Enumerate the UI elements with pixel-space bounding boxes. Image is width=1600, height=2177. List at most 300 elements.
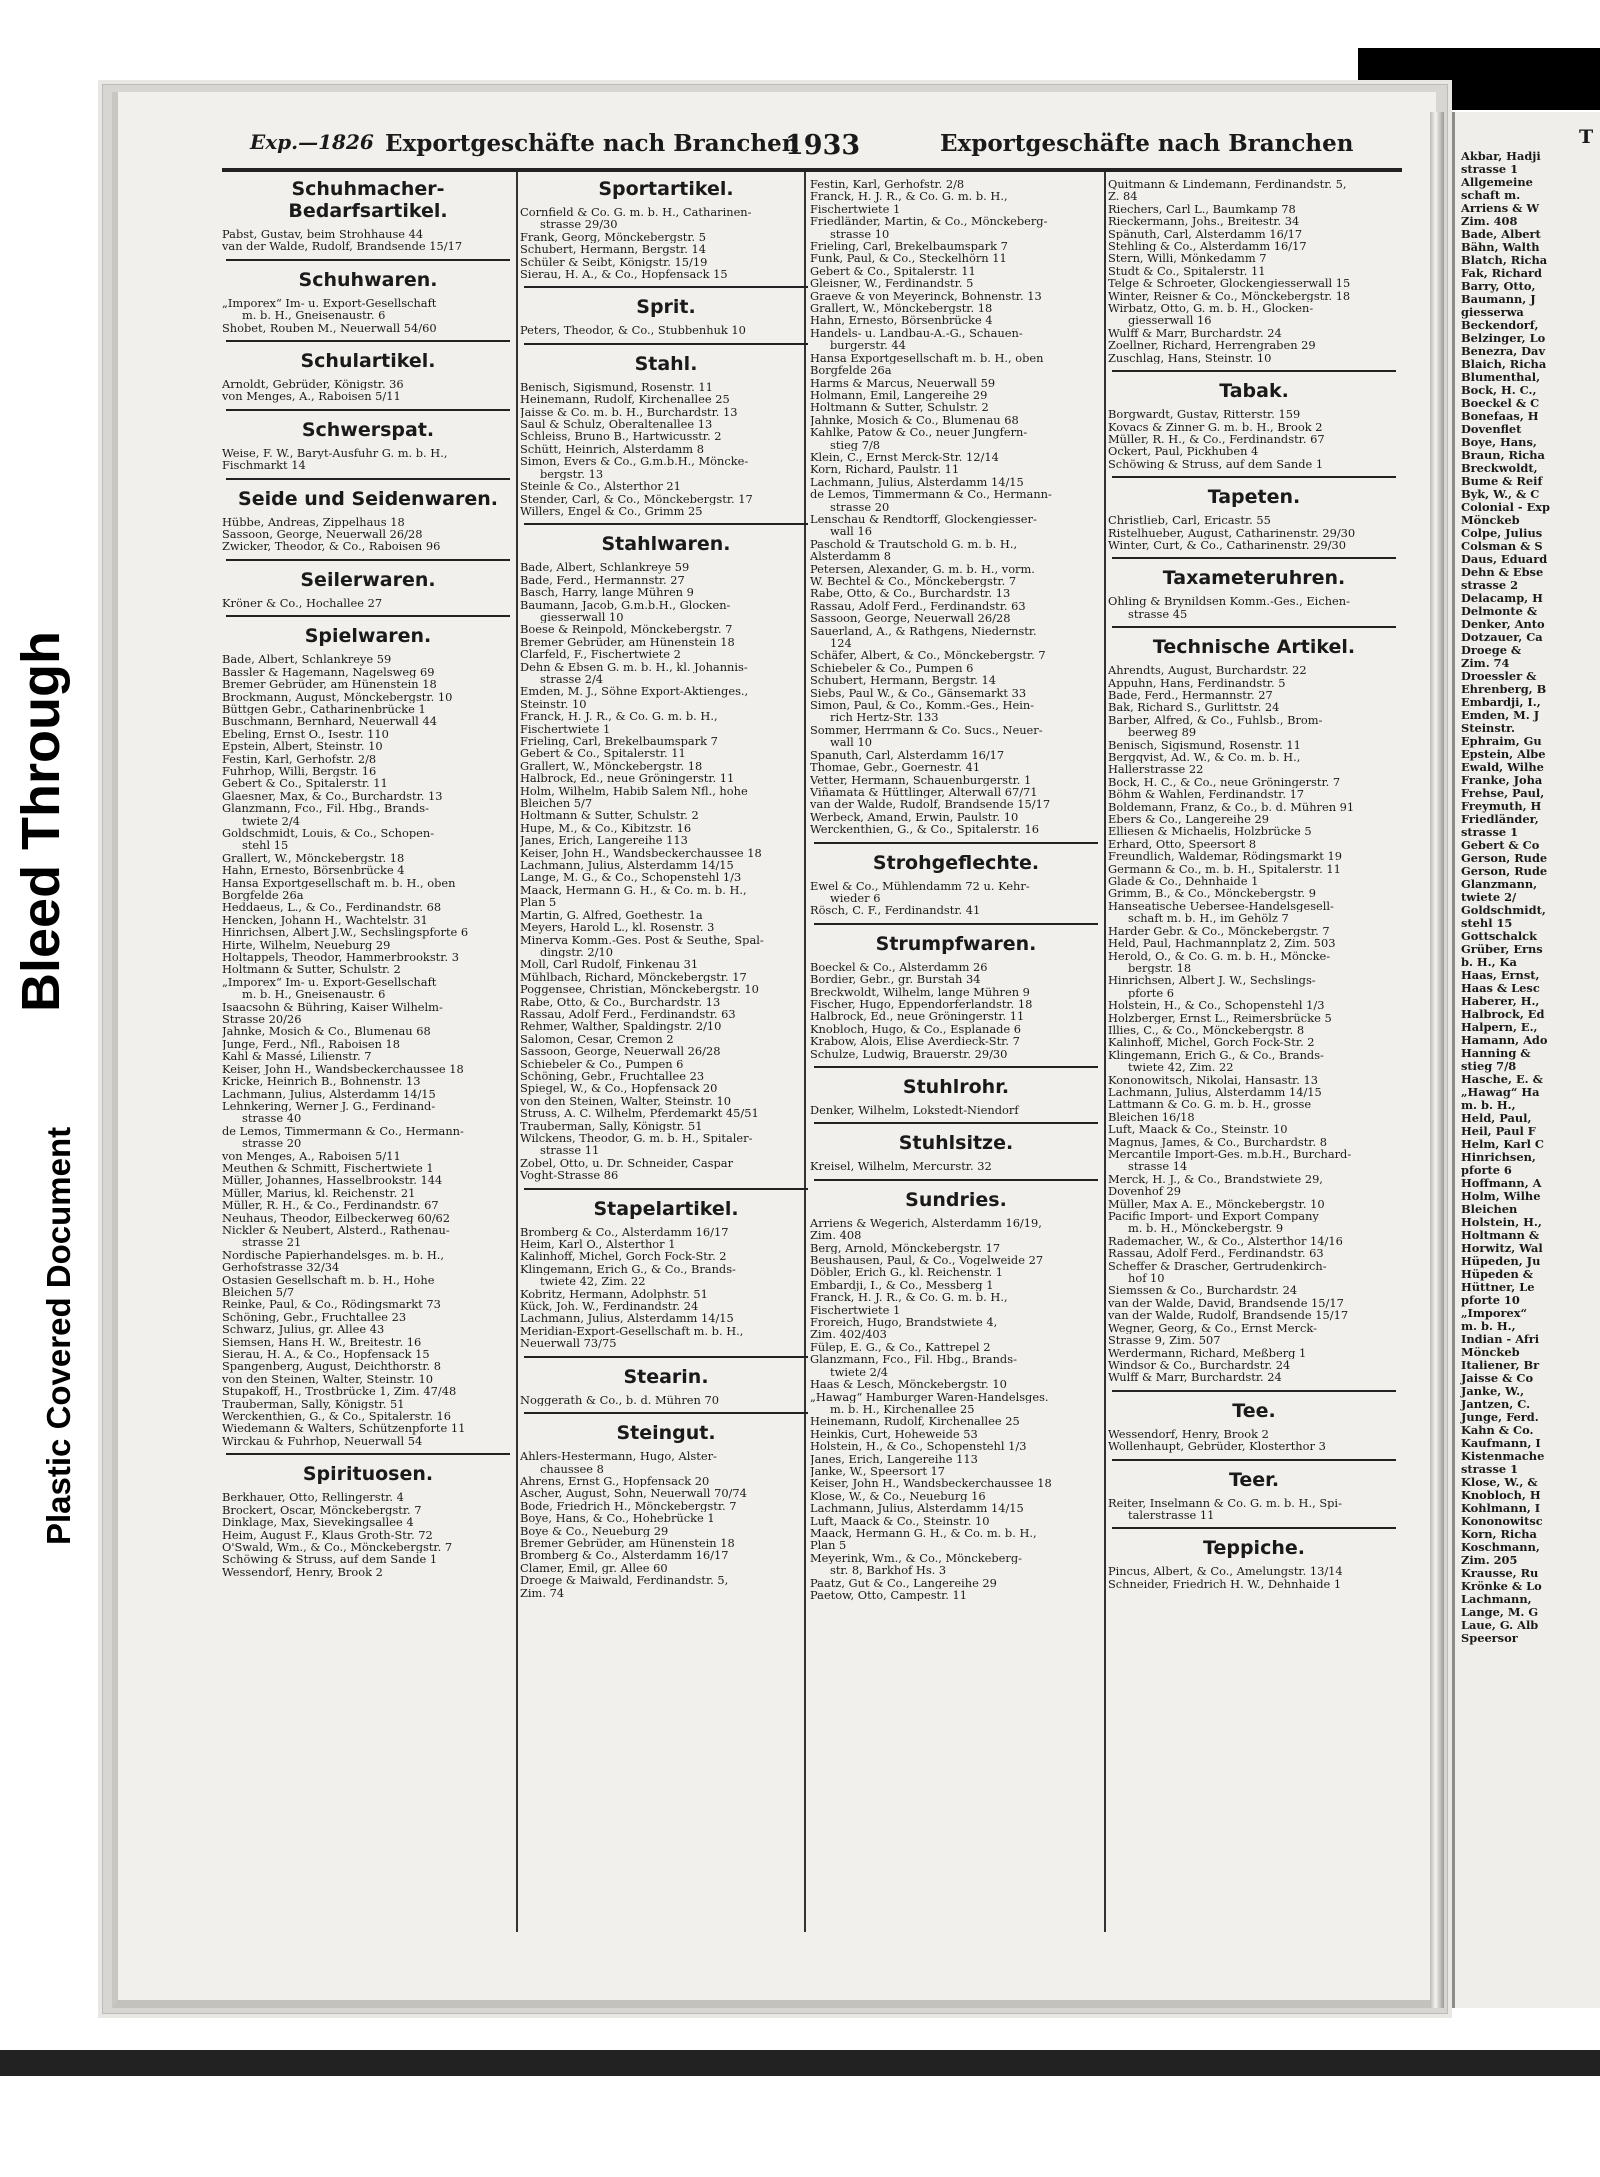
directory-entry: Bremer Gebrüder, am Hünenstein 18 xyxy=(520,635,735,649)
directory-entry: Maack, Hermann G. H., & Co. m. b. H., xyxy=(810,1526,1037,1540)
directory-entry: Klein, C., Ernst Merck-Str. 12/14 xyxy=(810,450,999,464)
directory-entry: pforte 6 xyxy=(1128,986,1174,1000)
directory-entry: Mercantile Import-Ges. m.b.H., Burchard- xyxy=(1108,1148,1352,1161)
section-rule xyxy=(1112,370,1396,372)
facing-page-line: Haas & Lesc xyxy=(1461,981,1540,995)
directory-entry: Werdermann, Richard, Meßberg 1 xyxy=(1108,1346,1307,1359)
directory-entry: Quitmann & Lindemann, Ferdinandstr. 5, xyxy=(1108,178,1347,191)
directory-entry: Dinklage, Max, Sievekingsallee 4 xyxy=(222,1516,414,1529)
directory-entry: van der Walde, Rudolf, Brandsende 15/17 xyxy=(222,240,463,253)
facing-page-line: Ewald, Wilhe xyxy=(1461,760,1544,774)
directory-entry: hof 10 xyxy=(1128,1272,1165,1285)
directory-entry: Winter, Curt, & Co., Catharinenstr. 29/30 xyxy=(1108,538,1346,552)
directory-entry: Glanzmann, Fco., Fil. Hbg., Brands- xyxy=(222,802,429,815)
directory-entry: Magnus, James, & Co., Burchardstr. 8 xyxy=(1108,1135,1327,1148)
directory-entry: Kalinhoff, Michel, Gorch Fock-Str. 2 xyxy=(1108,1036,1315,1049)
category-heading: Stearin. xyxy=(623,1365,709,1388)
directory-entry: Schulze, Ludwig, Brauerstr. 29/30 xyxy=(810,1047,1008,1060)
directory-entry: Holtappels, Theodor, Hammerbrookstr. 3 xyxy=(222,951,459,964)
directory-entry: Lange, M. G., & Co., Schopenstehl 1/3 xyxy=(520,871,742,884)
directory-entry: Kovacs & Zinner G. m. b. H., Brook 2 xyxy=(1108,420,1323,433)
directory-entry: twiete 42, Zim. 22 xyxy=(540,1275,646,1288)
directory-entry: Kreisel, Wilhelm, Mercurstr. 32 xyxy=(810,1160,992,1173)
directory-entry: Mühlbach, Richard, Mönckebergstr. 17 xyxy=(520,970,747,984)
directory-entry: Ascher, August, Sohn, Neuerwall 70/74 xyxy=(520,1487,747,1500)
directory-entry: Harder Gebr. & Co., Mönckebergstr. 7 xyxy=(1108,924,1330,938)
directory-entry: Ohling & Brynildsen Komm.-Ges., Eichen- xyxy=(1108,595,1350,608)
directory-entry: Luft, Maack & Co., Steinstr. 10 xyxy=(1108,1123,1288,1136)
directory-entry: stieg 7/8 xyxy=(830,438,881,451)
facing-page-line: Speersor xyxy=(1461,1631,1518,1645)
directory-entry: Borgfelde 26a xyxy=(810,364,892,377)
directory-entry: Jaisse & Co. m. b. H., Burchardstr. 13 xyxy=(520,405,738,419)
facing-page-line: Mönckeb xyxy=(1461,1345,1520,1359)
directory-entry: Dovenhof 29 xyxy=(1108,1185,1182,1198)
facing-page-line: Barry, Otto, xyxy=(1461,279,1536,293)
directory-entry: Wirbatz, Otto, G. m. b. H., Glocken- xyxy=(1108,302,1314,315)
directory-entry: Hinrichsen, Albert J. W., Sechslings- xyxy=(1108,974,1316,987)
directory-entry: Müller, Johannes, Hasselbrookstr. 144 xyxy=(222,1174,443,1187)
directory-entry: m. b. H., Gneisenaustr. 6 xyxy=(242,988,386,1001)
facing-page-line: Epstein, Albe xyxy=(1461,747,1546,761)
directory-entry: Rassau, Adolf Ferd., Ferdinandstr. 63 xyxy=(1108,1247,1324,1260)
directory-entry: W. Bechtel & Co., Mönckebergstr. 7 xyxy=(810,575,1017,588)
facing-page-line: Holtmann & xyxy=(1461,1228,1540,1242)
section-rule xyxy=(814,1066,1098,1068)
facing-page-line: Blatch, Richa xyxy=(1461,253,1548,267)
facing-page-line: Gerson, Rude xyxy=(1461,851,1548,865)
directory-entry: Spänuth, Carl, Alsterdamm 16/17 xyxy=(1108,227,1303,241)
category-heading: Steingut. xyxy=(616,1422,716,1445)
directory-entry: Wessendorf, Henry, Brook 2 xyxy=(1108,1427,1269,1441)
directory-entry: Freundlich, Waldemar, Rödingsmarkt 19 xyxy=(1108,850,1342,863)
directory-entry: van der Walde, Rudolf, Brandsende 15/17 xyxy=(1108,1309,1349,1322)
facing-page-line: Kaufmann, I xyxy=(1461,1436,1541,1450)
directory-entry: bergstr. 13 xyxy=(540,467,604,481)
directory-entry: Maack, Hermann G. H., & Co. m. b. H., xyxy=(520,883,747,897)
facing-page-line: Arriens & W xyxy=(1461,201,1540,215)
directory-entry: Ahrens, Ernst G., Hopfensack 20 xyxy=(520,1474,710,1488)
directory-entry: Emden, M. J., Söhne Export-Aktienges., xyxy=(520,685,749,698)
page-header xyxy=(250,130,1410,170)
directory-entry: Heim, August F., Klaus Groth-Str. 72 xyxy=(222,1528,433,1541)
facing-page-line: Dotzauer, Ca xyxy=(1461,630,1543,644)
directory-entry: Basch, Harry, lange Mühren 9 xyxy=(520,586,694,599)
facing-page-line: Hasche, E. & xyxy=(1461,1072,1543,1086)
directory-entry: Rassau, Adolf Ferd., Ferdinandstr. 63 xyxy=(520,1007,736,1021)
directory-entry: Bromberg & Co., Alsterdamm 16/17 xyxy=(520,1225,729,1239)
directory-entry: Holmann, Emil, Langereihe 29 xyxy=(810,388,988,402)
directory-entry: Alsterdamm 8 xyxy=(810,550,892,563)
directory-entry: Fischertwiete 1 xyxy=(810,202,901,216)
facing-page-line: Knobloch, H xyxy=(1461,1488,1541,1502)
directory-entry: de Lemos, Timmermann & Co., Hermann- xyxy=(222,1124,464,1138)
facing-page-line: pforte 6 xyxy=(1461,1163,1512,1177)
facing-page-line: Bähn, Walth xyxy=(1461,240,1540,254)
directory-entry: Gebert & Co., Spitalerstr. 11 xyxy=(810,264,976,278)
directory-entry: Saul & Schulz, Oberaltenallee 13 xyxy=(520,418,713,431)
directory-entry: Siebs, Paul W., & Co., Gänsemarkt 33 xyxy=(810,686,1027,700)
directory-entry: Hahn, Ernesto, Börsenbrücke 4 xyxy=(810,314,993,327)
directory-entry: Strasse 9, Zim. 507 xyxy=(1108,1334,1221,1347)
directory-entry: Epstein, Albert, Steinstr. 10 xyxy=(222,740,383,753)
facing-page-line: Colsman & S xyxy=(1461,539,1543,553)
directory-entry: Korn, Richard, Paulstr. 11 xyxy=(810,463,960,476)
directory-entry: Glaesner, Max, & Co., Burchardstr. 13 xyxy=(222,789,443,803)
directory-entry: Voght-Strasse 86 xyxy=(520,1169,619,1182)
facing-page-line: Glanzmann, xyxy=(1461,877,1538,891)
directory-entry: Holstein, H., & Co., Schopenstehl 1/3 xyxy=(1108,999,1325,1012)
directory-entry: Kück, Joh. W., Ferdinandstr. 24 xyxy=(520,1300,699,1313)
directory-entry: Sassoon, George, Neuerwall 26/28 xyxy=(810,612,1011,625)
directory-entry: wall 10 xyxy=(830,736,872,749)
facing-page-line: Jantzen, C. xyxy=(1461,1397,1531,1411)
section-rule xyxy=(1112,1390,1396,1392)
directory-entry: Rehmer, Walther, Spaldingstr. 2/10 xyxy=(520,1020,722,1033)
facing-page-line: Italiener, Br xyxy=(1461,1358,1540,1372)
facing-page-line: Colpe, Julius xyxy=(1461,526,1543,540)
directory-entry: Kalinhoff, Michel, Gorch Fock-Str. 2 xyxy=(520,1250,727,1263)
directory-entry: Elliesen & Michaelis, Holzbrücke 5 xyxy=(1108,825,1312,838)
section-rule xyxy=(814,1179,1098,1181)
facing-page-line: Kohlmann, I xyxy=(1461,1501,1541,1515)
category-heading: Sundries. xyxy=(905,1188,1007,1211)
section-rule xyxy=(1112,626,1396,628)
facing-page-line: Friedländer, xyxy=(1461,812,1539,826)
section-rule xyxy=(226,409,510,411)
directory-entry: Festin, Karl, Gerhofstr. 2/8 xyxy=(810,178,965,191)
directory-entry: Schöwing & Struss, auf dem Sande 1 xyxy=(222,1553,438,1566)
facing-page-line: Kononowitsc xyxy=(1461,1514,1543,1528)
facing-page-line: Janke, W., xyxy=(1461,1384,1525,1398)
directory-entry: Lachmann, Julius, Alsterdamm 14/15 xyxy=(810,475,1024,489)
category-heading: Spielwaren. xyxy=(304,625,432,648)
directory-entry: Wilckens, Theodor, G. m. b. H., Spitaler- xyxy=(520,1132,753,1145)
directory-entry: Noggerath & Co., b. d. Mühren 70 xyxy=(520,1393,719,1407)
directory-entry: Rassau, Adolf Ferd., Ferdinandstr. 63 xyxy=(810,599,1026,613)
directory-entry: Hinrichsen, Albert J.W., Sechslingspforte 6 xyxy=(222,926,469,939)
facing-page-line: Halbrock, Ed xyxy=(1461,1007,1545,1021)
directory-entry: Meuthen & Schmitt, Fischertwiete 1 xyxy=(222,1161,434,1175)
directory-entry: Clamer, Emil, gr. Allee 60 xyxy=(520,1561,668,1575)
directory-entry: Jahnke, Mosich & Co., Blumenau 68 xyxy=(222,1025,431,1038)
directory-entry: Festin, Karl, Gerhofstr. 2/8 xyxy=(222,752,377,765)
directory-entry: burgerstr. 44 xyxy=(830,339,906,352)
directory-entry: str. 8, Barkhof Hs. 3 xyxy=(830,1564,947,1577)
section-rule xyxy=(814,842,1098,844)
facing-page-line: Droessler & xyxy=(1461,669,1537,683)
directory-entry: Gleisner, W., Ferdinandstr. 5 xyxy=(810,277,974,290)
directory-entry: Herold, O., & Co. G. m. b. H., Möncke- xyxy=(1108,949,1331,962)
directory-entry: Brockert, Oscar, Mönckebergstr. 7 xyxy=(222,1503,422,1517)
directory-entry: Arriens & Wegerich, Alsterdamm 16/19, xyxy=(810,1216,1042,1230)
directory-column-4 xyxy=(1108,178,1400,1590)
directory-entry: Bremer Gebrüder, am Hünenstein 18 xyxy=(222,678,437,691)
facing-page-line: Mönckeb xyxy=(1461,513,1520,527)
directory-entry: strasse 40 xyxy=(242,1112,302,1125)
facing-page-line: stehl 15 xyxy=(1461,916,1513,930)
facing-page-line: Halpern, E., xyxy=(1461,1020,1538,1034)
directory-entry: Werckenthien, G., & Co., Spitalerstr. 16 xyxy=(222,1410,452,1423)
directory-entry: Kricke, Heinrich B., Bohnenstr. 13 xyxy=(222,1075,421,1088)
directory-entry: de Lemos, Timmermann & Co., Hermann- xyxy=(810,488,1052,501)
facing-page-line: Korn, Richa xyxy=(1461,1527,1537,1541)
directory-entry: Thomae, Gebr., Goernestr. 41 xyxy=(810,761,981,774)
directory-entry: van der Walde, David, Brandsende 15/17 xyxy=(1108,1296,1344,1310)
directory-entry: Lachmann, Julius, Alsterdamm 14/15 xyxy=(222,1087,436,1100)
directory-entry: O'Swald, Wm., & Co., Mönckebergstr. 7 xyxy=(222,1540,453,1554)
directory-entry: Glanzmann, Fco., Fil. Hbg., Brands- xyxy=(810,1353,1017,1366)
directory-entry: Meridian-Export-Gesellschaft m. b. H., xyxy=(520,1324,744,1338)
directory-entry: Wollenhaupt, Gebrüder, Klosterthor 3 xyxy=(1108,1440,1326,1453)
facing-page-line: Kistenmache xyxy=(1461,1449,1545,1463)
directory-entry: Neuhaus, Theodor, Eilbeckerweg 60/62 xyxy=(222,1211,451,1224)
directory-entry: Heinkis, Curt, Hoheweide 53 xyxy=(810,1427,978,1441)
directory-entry: Holtmann & Sutter, Schulstr. 2 xyxy=(520,809,699,822)
directory-entry: Stender, Carl, & Co., Mönckebergstr. 17 xyxy=(520,492,753,505)
facing-page-line: Bock, H. C., xyxy=(1461,383,1537,397)
facing-page-line: Boye, Hans, xyxy=(1461,435,1537,449)
directory-column-3 xyxy=(810,178,1102,1601)
category-heading: Teppiche. xyxy=(1203,1537,1305,1560)
directory-entry: Wiedemann & Walters, Schützenpforte 11 xyxy=(222,1422,466,1435)
directory-entry: Janes, Erich, Langereihe 113 xyxy=(810,1452,978,1465)
directory-entry: Krabow, Alois, Elise Averdieck-Str. 7 xyxy=(810,1035,1020,1048)
facing-page-line: Kahn & Co. xyxy=(1461,1423,1534,1437)
directory-entry: Bleichen 16/18 xyxy=(1108,1110,1195,1124)
category-heading: Stahlwaren. xyxy=(601,533,731,556)
directory-entry: Schneider, Friedrich H. W., Dehnhaide 1 xyxy=(1108,1577,1342,1591)
directory-entry: Hübbe, Andreas, Zippelhaus 18 xyxy=(222,515,405,529)
facing-page xyxy=(1452,112,1600,2008)
directory-entry: Hanseatische Uebersee-Handelsgesell- xyxy=(1108,899,1334,913)
directory-entry: Ristelhueber, August, Catharinenstr. 29/30 xyxy=(1108,526,1356,539)
directory-entry: Rieckermann, Johs., Breitestr. 34 xyxy=(1108,215,1300,228)
facing-page-line: Bade, Albert xyxy=(1461,227,1541,241)
directory-entry: Janke, W., Speersort 17 xyxy=(810,1464,946,1478)
directory-entry: Schiebeler & Co., Pumpen 6 xyxy=(520,1057,684,1070)
directory-entry: „Hawag“ Hamburger Waren-Handelsges. xyxy=(810,1390,1049,1403)
facing-page-line: strasse 1 xyxy=(1461,1462,1519,1476)
directory-entry: Keiser, John H., Wandsbeckerchaussee 18 xyxy=(520,846,762,860)
directory-entry: Ebeling, Ernst O., Isestr. 110 xyxy=(222,727,389,741)
directory-entry: Strasse 20/26 xyxy=(222,1013,302,1026)
directory-column-1 xyxy=(222,178,514,1578)
facing-page-line: Hamann, Ado xyxy=(1461,1033,1548,1047)
directory-entry: Schubert, Hermann, Bergstr. 14 xyxy=(520,243,706,256)
section-rule xyxy=(226,478,510,480)
directory-entry: Bleichen 5/7 xyxy=(222,1286,295,1299)
directory-entry: Fülep, E. G., & Co., Kattrepel 2 xyxy=(810,1340,991,1354)
facing-page-line: Held, Paul, xyxy=(1461,1111,1532,1125)
directory-entry: Hansa Exportgesellschaft m. b. H., oben xyxy=(810,351,1044,365)
directory-entry: Jahnke, Mosich & Co., Blumenau 68 xyxy=(810,413,1019,427)
directory-entry: Bordier, Gebr., gr. Burstah 34 xyxy=(810,973,981,986)
section-rule xyxy=(1112,1459,1396,1461)
facing-page-line: Daus, Eduard xyxy=(1461,552,1548,566)
directory-entry: Fischer, Hugo, Eppendorferlandstr. 18 xyxy=(810,997,1033,1011)
directory-entry: Holstein, H., & Co., Schopenstehl 1/3 xyxy=(810,1440,1027,1453)
facing-page-line: Blaich, Richa xyxy=(1461,357,1547,371)
directory-entry: Gebert & Co., Spitalerstr. 11 xyxy=(520,747,686,760)
section-rule xyxy=(1112,476,1396,478)
directory-entry: Ostasien Gesellschaft m. b. H., Hohe xyxy=(222,1273,435,1286)
directory-entry: Isaacsohn & Bühring, Kaiser Wilhelm- xyxy=(222,1000,443,1014)
directory-entry: Lachmann, Julius, Alsterdamm 14/15 xyxy=(810,1502,1024,1515)
directory-entry: Ockert, Paul, Pickhuben 4 xyxy=(1108,445,1259,458)
directory-entry: Riechers, Carl L., Baumkamp 78 xyxy=(1108,202,1296,216)
facing-page-line: Koschmann, xyxy=(1461,1540,1540,1554)
directory-entry: Spiegel, W., & Co., Hopfensack 20 xyxy=(520,1082,718,1095)
directory-entry: Struss, A. C. Wilhelm, Pferdemarkt 45/51 xyxy=(520,1107,759,1120)
facing-page-line: Hüpeden & xyxy=(1461,1267,1533,1281)
directory-entry: Merck, H. J., & Co., Brandstwiete 29, xyxy=(1108,1172,1323,1186)
directory-entry: Franck, H. J. R., & Co. G. m. b. H., xyxy=(810,1291,1008,1304)
directory-entry: Zuschlag, Hans, Steinstr. 10 xyxy=(1108,351,1272,365)
directory-entry: Meyers, Harold L., kl. Rosenstr. 3 xyxy=(520,921,715,934)
directory-entry: Schöning, Gebr., Fruchtallee 23 xyxy=(222,1310,407,1324)
directory-entry: Böhm & Wahlen, Ferdinandstr. 17 xyxy=(1108,788,1305,801)
directory-entry: Berkhauer, Otto, Rellingerstr. 4 xyxy=(222,1491,404,1504)
directory-entry: Kononowitsch, Nikolai, Hansastr. 13 xyxy=(1108,1073,1318,1086)
directory-entry: Z. 84 xyxy=(1108,190,1138,203)
directory-entry: Moll, Carl Rudolf, Finkenau 31 xyxy=(520,958,699,971)
directory-entry: Gebert & Co., Spitalerstr. 11 xyxy=(222,777,388,790)
directory-entry: Telge & Schroeter, Glockengiesserwall 15 xyxy=(1108,277,1351,290)
directory-entry: m. b. H., Kirchenallee 25 xyxy=(830,1402,975,1416)
directory-entry: Clarfeld, F., Fischertwiete 2 xyxy=(520,648,681,661)
section-rule xyxy=(524,523,808,525)
facing-page-line: Heil, Paul F xyxy=(1461,1124,1536,1138)
directory-entry: Bleichen 5/7 xyxy=(520,797,593,810)
directory-entry: m. b. H., Mönckebergstr. 9 xyxy=(1128,1222,1284,1235)
directory-entry: Fischertwiete 1 xyxy=(810,1303,901,1317)
facing-page-line: Ehrenberg, B xyxy=(1461,682,1547,696)
directory-entry: Zoellner, Richard, Herrengraben 29 xyxy=(1108,339,1316,352)
directory-entry: Embardji, I., & Co., Messberg 1 xyxy=(810,1278,994,1292)
section-rule xyxy=(524,1412,808,1414)
directory-entry: Martin, G. Alfred, Goethestr. 1a xyxy=(520,908,703,922)
directory-entry: schaft m. b. H., im Gehölz 7 xyxy=(1128,912,1289,925)
directory-entry: „Imporex“ Im- u. Export-Gesellschaft xyxy=(222,975,437,989)
directory-entry: von den Steinen, Walter, Steinstr. 10 xyxy=(520,1094,732,1108)
directory-entry: Simon, Paul, & Co., Komm.-Ges., Hein- xyxy=(810,699,1035,712)
section-rule xyxy=(814,923,1098,925)
directory-entry: Haas & Lesch, Mönckebergstr. 10 xyxy=(810,1378,1007,1391)
directory-entry: Stern, Willi, Mönkedamm 7 xyxy=(1108,252,1267,265)
directory-entry: Fischmarkt 14 xyxy=(222,459,306,472)
facing-page-line: Krönke & Lo xyxy=(1461,1579,1542,1593)
directory-entry: strasse 45 xyxy=(1128,607,1188,621)
directory-entry: Knobloch, Hugo, & Co., Esplanade 6 xyxy=(810,1022,1022,1036)
directory-entry: Willers, Engel & Co., Grimm 25 xyxy=(520,504,703,518)
facing-page-line: pforte 10 xyxy=(1461,1293,1520,1307)
directory-entry: Ahrendts, August, Burchardstr. 22 xyxy=(1108,664,1307,677)
category-heading: Spirituosen. xyxy=(302,1463,434,1486)
directory-entry: Bremer Gebrüder, am Hünenstein 18 xyxy=(520,1536,735,1550)
facing-page-line: Ephraim, Gu xyxy=(1461,734,1542,748)
header-left-title: Exportgeschäfte nach Branchen xyxy=(385,130,799,157)
directory-entry: Hencken, Johann H., Wachtelstr. 31 xyxy=(222,913,428,927)
directory-entry: Schöning, Gebr., Fruchtallee 23 xyxy=(520,1069,705,1083)
directory-entry: Berg, Arnold, Mönckebergstr. 17 xyxy=(810,1241,1001,1255)
section-rule xyxy=(524,286,808,288)
directory-entry: Schüler & Seibt, Königstr. 15/19 xyxy=(520,255,708,269)
directory-entry: wieder 6 xyxy=(830,891,881,905)
directory-entry: Trauberman, Sally, Königstr. 51 xyxy=(222,1397,405,1411)
facing-page-line: Haas, Ernst, xyxy=(1461,968,1540,982)
directory-entry: Simon, Evers & Co., G.m.b.H., Möncke- xyxy=(520,455,749,468)
directory-entry: Bromberg & Co., Alsterdamm 16/17 xyxy=(520,1549,729,1562)
facing-page-line: Belzinger, Lo xyxy=(1461,331,1546,345)
facing-page-line: strasse 2 xyxy=(1461,578,1519,592)
directory-entry: Bade, Ferd., Hermannstr. 27 xyxy=(520,573,685,587)
directory-entry: Bassler & Hagemann, Nagelsweg 69 xyxy=(222,665,435,679)
facing-page-line: strasse 1 xyxy=(1461,162,1519,176)
facing-page-line: Lachmann, xyxy=(1461,1592,1532,1606)
section-rule xyxy=(1112,557,1396,559)
directory-entry: Plan 5 xyxy=(810,1539,847,1552)
facing-page-line: Braun, Richa xyxy=(1461,448,1545,462)
directory-entry: Sierau, H. A., & Co., Hopfensack 15 xyxy=(520,268,728,281)
facing-page-line: giesserwa xyxy=(1461,305,1524,319)
directory-entry: Boye & Co., Neueburg 29 xyxy=(520,1524,669,1537)
directory-entry: Lehnkering, Werner J. G., Ferdinand- xyxy=(222,1099,436,1113)
facing-page-line: Droege & xyxy=(1461,643,1522,657)
facing-page-line: Dehn & Ebse xyxy=(1461,565,1544,579)
directory-entry: giesserwall 16 xyxy=(1128,314,1212,327)
facing-page-line: Zim. 408 xyxy=(1461,214,1518,228)
facing-page-line: Zim. 205 xyxy=(1461,1553,1518,1567)
directory-entry: Kahl & Massé, Lilienstr. 7 xyxy=(222,1050,372,1063)
facing-page-line: T xyxy=(1579,126,1594,148)
category-heading: Tapeten. xyxy=(1207,486,1301,509)
category-heading: Taxameteruhren. xyxy=(1162,567,1346,590)
directory-entry: „Imporex“ Im- u. Export-Gesellschaft xyxy=(222,296,437,310)
category-heading: Schuhmacher-Bedarfsartikel. xyxy=(288,178,448,222)
directory-entry: Germann & Co., m. b. H., Spitalerstr. 11 xyxy=(1108,862,1341,876)
directory-entry: Halbrock, Ed., neue Gröningerstr. 11 xyxy=(810,1010,1025,1023)
directory-entry: strasse 11 xyxy=(540,1144,600,1157)
facing-page-line: Hoffmann, A xyxy=(1461,1176,1542,1190)
facing-page-line: Baumann, J xyxy=(1461,292,1536,306)
category-heading: Schuhwaren. xyxy=(298,268,438,291)
category-heading: Stahl. xyxy=(634,352,698,375)
directory-entry: Bergqvist, Ad. W., & Co. m. b. H., xyxy=(1108,751,1301,764)
directory-entry: Schwarz, Julius, gr. Allee 43 xyxy=(222,1323,385,1336)
directory-entry: Lattmann & Co. G. m. b. H., grosse xyxy=(1108,1098,1312,1111)
directory-entry: Funk, Paul, & Co., Steckelhörn 11 xyxy=(810,252,1007,265)
directory-entry: dingstr. 2/10 xyxy=(540,945,613,959)
directory-entry: van der Walde, Rudolf, Brandsende 15/17 xyxy=(810,798,1051,811)
directory-entry: 124 xyxy=(830,637,852,650)
directory-entry: Gerhofstrasse 32/34 xyxy=(222,1261,340,1274)
directory-entry: Reiter, Inselmann & Co. G. m. b. H., Spi- xyxy=(1108,1496,1342,1509)
directory-entry: stehl 15 xyxy=(242,839,289,852)
facing-page-text xyxy=(1461,124,1593,1645)
directory-entry: Döbler, Erich G., kl. Reichenstr. 1 xyxy=(810,1266,1004,1279)
directory-entry: Bade, Ferd., Hermannstr. 27 xyxy=(1108,688,1273,702)
directory-entry: Müller, Marius, kl. Reichenstr. 21 xyxy=(222,1186,416,1200)
facing-page-line: Gerson, Rude xyxy=(1461,864,1548,878)
top-margin xyxy=(0,0,1600,48)
directory-entry: Heim, Karl O., Alsterthor 1 xyxy=(520,1238,676,1251)
directory-entry: Benisch, Sigismund, Rosenstr. 11 xyxy=(520,380,713,394)
directory-entry: Hirte, Wilhelm, Neueburg 29 xyxy=(222,938,391,952)
directory-entry: wall 16 xyxy=(830,525,872,538)
directory-entry: Klose, W., & Co., Neueburg 16 xyxy=(810,1489,986,1503)
facing-page-line: „Hawag“ Ha xyxy=(1461,1085,1540,1099)
